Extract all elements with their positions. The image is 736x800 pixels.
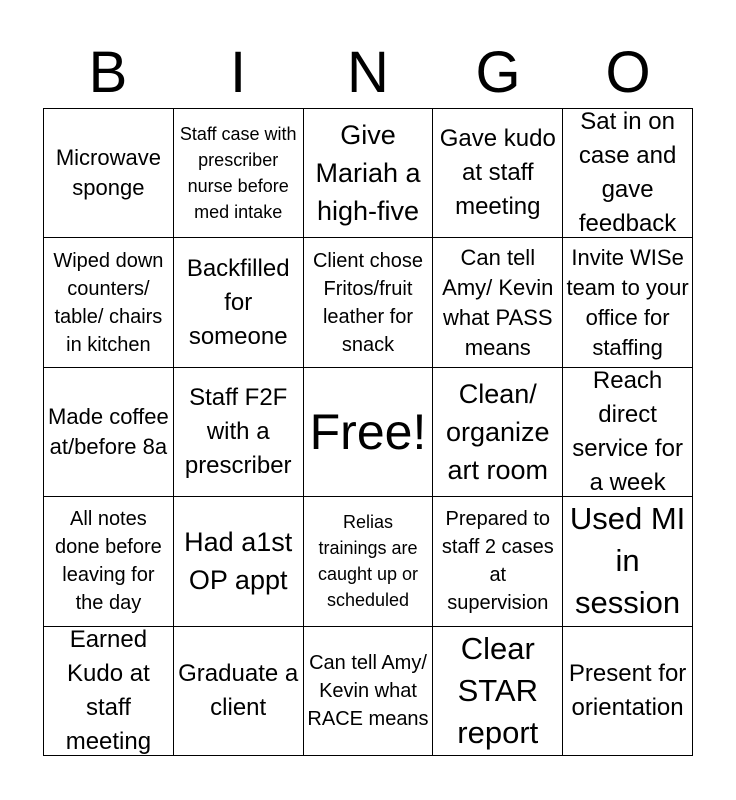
bingo-board: [43, 108, 693, 756]
cell-text: Graduate a client: [178, 659, 299, 721]
bingo-cell[interactable]: [563, 497, 693, 626]
cell-text: Invite WISe team to your office for staffing: [566, 244, 689, 360]
cell-text: Microwave sponge: [55, 145, 161, 201]
bingo-cell[interactable]: [433, 109, 563, 238]
free-cell[interactable]: [304, 368, 434, 497]
bingo-cell[interactable]: [174, 497, 304, 626]
bingo-cell[interactable]: [563, 109, 693, 238]
cell-text: Backfilled for someone: [186, 254, 290, 350]
bingo-cell[interactable]: [563, 368, 693, 497]
cell-text: Used MI in session: [569, 501, 686, 621]
cell-text: Present for orientation: [568, 659, 687, 721]
bingo-cell[interactable]: [304, 238, 434, 367]
cell-text: Staff F2F with a prescriber: [184, 383, 292, 479]
bingo-cell[interactable]: [174, 368, 304, 497]
bingo-cell[interactable]: [44, 368, 174, 497]
bingo-cell[interactable]: [433, 497, 563, 626]
cell-text: All notes done before leaving for the day: [55, 508, 162, 615]
bingo-cell[interactable]: [304, 497, 434, 626]
cell-text: Reach direct service for a week: [572, 367, 683, 496]
bingo-cell[interactable]: [563, 627, 693, 756]
bingo-cell[interactable]: [174, 109, 304, 238]
cell-text: Relias trainings are caught up or scheduled: [317, 512, 419, 611]
cell-text: Staff case with prescriber nurse before med intake: [179, 124, 297, 223]
cell-text: Client chose Fritos/fruit leather for snack: [312, 249, 424, 356]
header-letter-i: I: [229, 40, 247, 105]
bingo-cell[interactable]: [563, 238, 693, 367]
bingo-cell[interactable]: [174, 627, 304, 756]
bingo-cell[interactable]: [433, 238, 563, 367]
header-letter-b: B: [88, 40, 128, 105]
bingo-cell[interactable]: [433, 627, 563, 756]
header-letter-o: O: [605, 40, 651, 105]
bingo-cell[interactable]: [44, 238, 174, 367]
header-letter-g: G: [475, 40, 521, 105]
bingo-cell[interactable]: [44, 497, 174, 626]
cell-text: Free!: [309, 403, 427, 460]
cell-text: Wiped down counters/ table/ chairs in kitchen: [53, 249, 164, 356]
cell-text: Earned Kudo at staff meeting: [65, 626, 152, 755]
bingo-cell[interactable]: [304, 627, 434, 756]
cell-text: Clear STAR report: [457, 630, 539, 750]
bingo-cell[interactable]: [433, 368, 563, 497]
bingo-cell[interactable]: [44, 627, 174, 756]
bingo-cell[interactable]: [44, 109, 174, 238]
cell-text: Gave kudo at staff meeting: [439, 125, 556, 221]
cell-text: Had a1st OP appt: [184, 527, 293, 596]
cell-text: Sat in on case and gave feedback: [578, 109, 677, 238]
bingo-cell[interactable]: [304, 109, 434, 238]
bingo-cell[interactable]: [174, 238, 304, 367]
cell-text: Made coffee at/before 8a: [48, 403, 169, 459]
header-letter-n: N: [347, 40, 389, 105]
cell-text: Clean/ organize art room: [446, 378, 550, 485]
cell-text: Prepared to staff 2 cases at supervision: [441, 508, 554, 615]
cell-text: Can tell Amy/ Kevin what PASS means: [442, 244, 554, 360]
bingo-header: [43, 38, 693, 108]
cell-text: Give Mariah a high-five: [315, 120, 421, 227]
cell-text: Can tell Amy/ Kevin what RACE means: [307, 651, 429, 730]
